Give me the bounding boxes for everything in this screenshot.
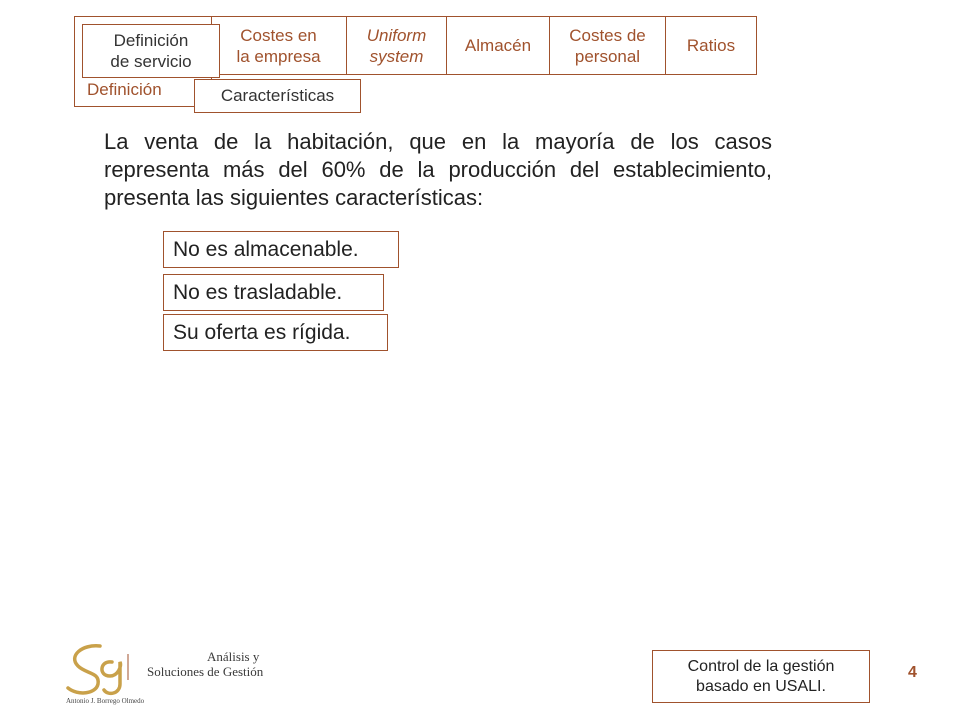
tab-costes-personal[interactable] — [549, 16, 666, 75]
intro-paragraph: La venta de la habitación, que en la mayoría de los casos representa más del 60% de la producción del establecimiento, presenta las siguientes características: — [104, 129, 772, 210]
characteristic-text: No es almacenable. — [173, 237, 359, 261]
tab-definicion-label: Definición — [87, 80, 162, 99]
characteristic-text: Su oferta es rígida. — [173, 320, 351, 344]
tab-definicion-servicio-label: Definición de servicio — [110, 31, 192, 71]
tab-almacen[interactable] — [446, 16, 550, 75]
tab-costes-empresa-label: Costes en la empresa — [236, 25, 321, 66]
tab-caracteristicas-label: Características — [220, 86, 335, 105]
logo-line-2: Soluciones de Gestión — [147, 664, 264, 679]
tab-costes-empresa[interactable] — [210, 16, 347, 75]
tab-caracteristicas[interactable] — [194, 79, 361, 113]
characteristic-box — [163, 231, 399, 268]
tab-ratios-label: Ratios — [686, 36, 736, 55]
logo-line-1: Análisis y — [207, 649, 260, 664]
tab-uniform-system-label: Uniform system — [366, 25, 427, 66]
page-number: 4 — [908, 664, 917, 681]
tab-definicion-servicio[interactable] — [82, 24, 220, 78]
characteristic-text: No es trasladable. — [173, 280, 343, 304]
tab-almacen-label: Almacén — [464, 36, 532, 55]
characteristic-box — [163, 274, 384, 311]
tab-costes-personal-label: Costes de personal — [569, 25, 646, 66]
tab-ratios[interactable] — [665, 16, 757, 75]
footer-title: Control de la gestión basado en USALI. — [687, 657, 835, 695]
logo-wordmark — [147, 649, 263, 679]
footer-title-box — [652, 650, 870, 703]
logo-author: Antonio J. Borrego Olmedo — [66, 697, 145, 705]
tab-uniform-system[interactable] — [346, 16, 447, 75]
characteristic-box — [163, 314, 388, 351]
